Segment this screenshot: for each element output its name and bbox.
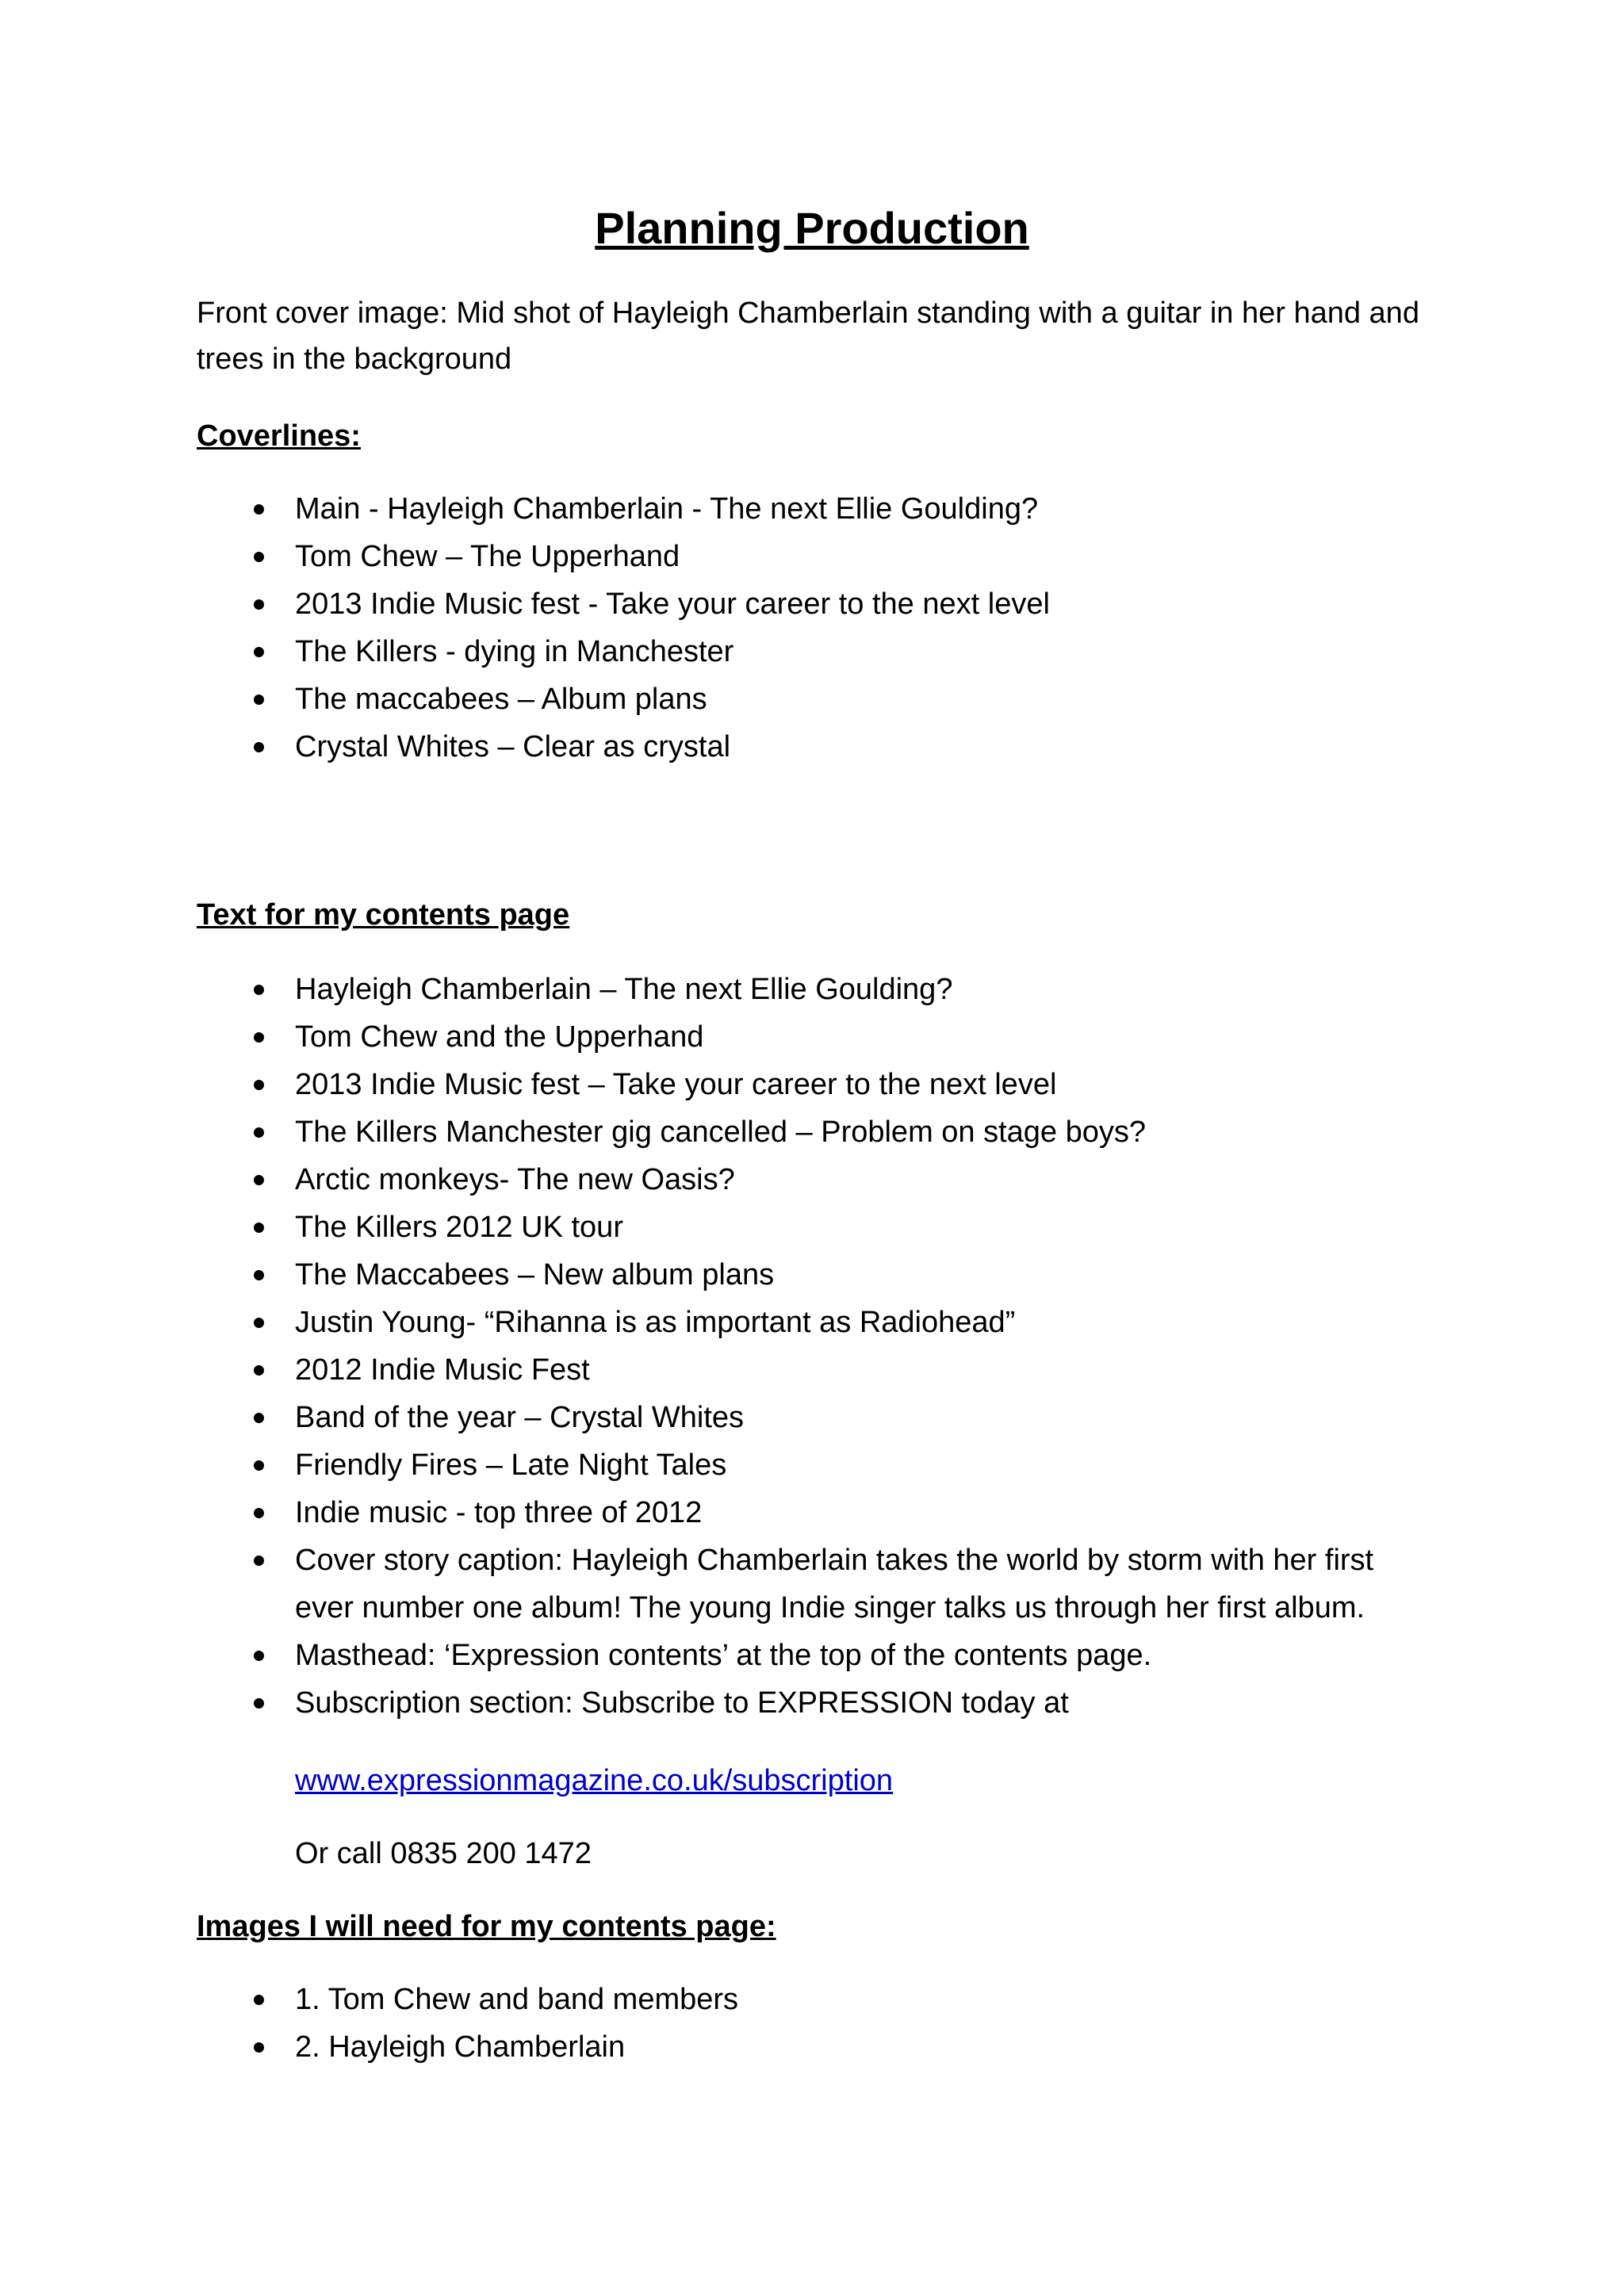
list-item: The Maccabees – New album plans [197,1251,1418,1299]
list-item: The maccabees – Album plans [197,675,1418,723]
list-item: 1. Tom Chew and band members [197,1976,1418,2023]
list-item: 2. Hayleigh Chamberlain [197,2023,1418,2071]
phone-line: Or call 0835 200 1472 [295,1837,592,1870]
images-heading: Images I will need for my contents page: [197,1910,776,1943]
list-item: Band of the year – Crystal Whites [197,1394,1418,1441]
list-item: Friendly Fires – Late Night Tales [197,1441,1418,1489]
list-item: 2013 Indie Music fest – Take your career to the next level [197,1061,1418,1108]
subscription-link[interactable]: www.expressionmagazine.co.uk/subscription [295,1764,894,1797]
list-item: Main - Hayleigh Chamberlain - The next Ellie Goulding? [197,485,1418,533]
contents-heading: Text for my contents page [197,898,570,932]
list-item: Arctic monkeys- The new Oasis? [197,1156,1418,1203]
list-item: Crystal Whites – Clear as crystal [197,723,1418,771]
list-item: Justin Young- “Rihanna is as important as Radiohead” [197,1299,1418,1346]
list-item: Tom Chew – The Upperhand [197,533,1418,580]
list-item: 2013 Indie Music fest - Take your career to the next level [197,580,1418,628]
images-list [197,1976,1418,2071]
page-title: Planning Production [595,203,1029,253]
list-item: 2012 Indie Music Fest [197,1346,1418,1394]
list-item: Subscription section: Subscribe to EXPRESSION today at [197,1679,1418,1727]
list-item: Hayleigh Chamberlain – The next Ellie Goulding? [197,966,1418,1013]
list-item: The Killers - dying in Manchester [197,628,1418,675]
coverlines-list [197,485,1418,771]
front-cover-description: Front cover image: Mid shot of Hayleigh Chamberlain standing with a guitar in her hand and trees in the background [197,297,1419,376]
list-item: Indie music - top three of 2012 [197,1489,1418,1536]
coverlines-heading: Coverlines: [197,419,361,453]
list-item: The Killers 2012 UK tour [197,1203,1418,1251]
contents-list [197,966,1418,1727]
list-item: Masthead: ‘Expression contents’ at the top of the contents page. [197,1632,1418,1679]
subscription-link-line [295,1757,893,1804]
list-item: Tom Chew and the Upperhand [197,1013,1418,1061]
list-item: The Killers Manchester gig cancelled – Problem on stage boys? [197,1108,1418,1156]
list-item: Cover story caption: Hayleigh Chamberlain takes the world by storm with her first ever number one album! The young Indie singer talks us through her first album. [197,1536,1418,1632]
